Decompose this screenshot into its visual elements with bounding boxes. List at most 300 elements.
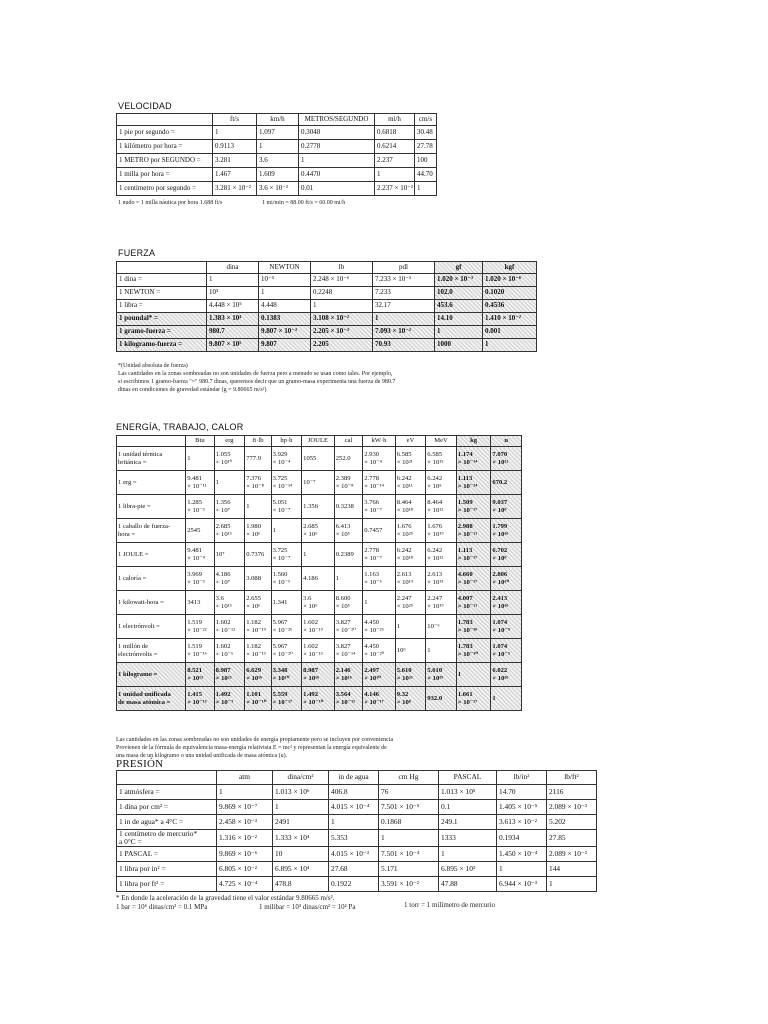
presion-cell: 1.405 × 10⁻⁵ [497, 800, 547, 815]
fuerza-note-4: dinas en condiciones de gravedad estándar (g = 9.80665 m/s²) [118, 387, 267, 393]
energia-row-label: 1 unidad unificada de masa atómica = [117, 687, 186, 711]
fuerza-cell: 1.410 × 10⁻² [483, 313, 537, 326]
fuerza-cell: 1000 [435, 339, 483, 352]
fuerza-cell: 1 [373, 313, 435, 326]
velocidad-cell: 3.281 × 10⁻² [213, 182, 257, 196]
energia-cell: 670.2 [491, 471, 522, 495]
energia-cell: 5.967 × 10⁻²⁶ [271, 615, 302, 639]
energia-cell: 1 [271, 519, 302, 543]
velocidad-cell: 1.097 [257, 126, 299, 140]
energia-row-label: 1 JOULE = [117, 543, 186, 567]
energia-cell: 1 [302, 543, 335, 567]
velocidad-cell: 44.70 [415, 168, 437, 182]
velocidad-row-label: 1 milla por hora = [117, 168, 213, 182]
energia-cell: 3.348 × 10¹⁰ [271, 663, 302, 687]
energia-header-cell: Btu [186, 436, 214, 447]
presion-cell: 406.8 [329, 785, 379, 800]
fuerza-header-cell: NEWTON [259, 262, 311, 274]
presion-cell: 1.316 × 10⁻² [217, 830, 273, 847]
presion-header-cell: dina/cm² [273, 771, 329, 785]
energia-note-1: Las cantidades en las zonas sombreadas no son unidades de energía propiamente pero se incluyen por conveniencia [116, 737, 394, 743]
presion-row [117, 785, 597, 800]
velocidad-row-label: 1 kilómetro por hora = [117, 140, 213, 154]
velocidad-cell: 27.78 [415, 140, 437, 154]
velocidad-note-right: 1 mi/min = 88.00 ft/s = 60.00 mi/h [262, 200, 346, 206]
fuerza-cell: 0.1020 [483, 287, 537, 300]
presion-cell: 5.353 [329, 830, 379, 847]
energia-cell: 1.799 × 10¹⁶ [491, 519, 522, 543]
fuerza-note-2: Las cantidades en la zonas sombreadas no son unidades de fuerza pero a menudo se usan como tales. Por ejemplo, [118, 371, 393, 377]
fuerza-cell: 4.448 × 10⁵ [207, 300, 259, 313]
energia-cell: 6.629 × 10¹⁶ [245, 663, 271, 687]
energia-row-label: 1 kilowatt-hora = [117, 591, 186, 615]
energia-cell: 1 [491, 687, 522, 711]
energia-cell: 2.685 × 10¹³ [214, 519, 245, 543]
energia-cell: 1.113 × 10⁻²⁴ [456, 471, 491, 495]
fuerza-cell: 7.233 [373, 287, 435, 300]
presion-cell: 2.089 × 10⁻³ [547, 800, 597, 815]
presion-header-cell: lb/in² [497, 771, 547, 785]
velocidad-header-cell [117, 114, 213, 126]
fuerza-row [117, 313, 537, 326]
energia-cell: 3413 [186, 591, 214, 615]
fuerza-cell: 2.205 × 10⁻³ [311, 326, 373, 339]
fuerza-cell: 2.248 × 10⁻⁶ [311, 274, 373, 287]
velocidad-cell: 3.6 [257, 154, 299, 168]
presion-table [116, 770, 597, 892]
velocidad-cell: 1 [415, 182, 437, 196]
energia-cell: 2.247 × 10²⁵ [395, 591, 426, 615]
velocidad-cell: 0.4470 [299, 168, 375, 182]
fuerza-note-1: *(Unidad absoluta de fuerza) [118, 363, 188, 369]
energia-row [117, 687, 522, 711]
energia-cell: 1.602 × 10⁻¹² [214, 615, 245, 639]
presion-cell: 7.501 × 10⁻⁵ [379, 800, 439, 815]
fuerza-cell: 14.10 [435, 313, 483, 326]
fuerza-header-cell: lb [311, 262, 373, 274]
velocidad-cell: 100 [415, 154, 437, 168]
fuerza-header-cell [117, 262, 207, 274]
energia-cell: 7.376 × 10⁻⁸ [245, 471, 271, 495]
energia-header-cell: JOULE [302, 436, 335, 447]
presion-row-label: 1 PASCAL = [117, 847, 217, 862]
energia-cell: 1.519 × 10⁻¹⁶ [186, 639, 214, 663]
energia-cell: 3.725 × 10⁻¹⁴ [271, 471, 302, 495]
energia-cell: 1.341 [271, 591, 302, 615]
energia-cell: 10⁷ [214, 543, 245, 567]
velocidad-cell: 0.3048 [299, 126, 375, 140]
fuerza-cell: 1 [311, 300, 373, 313]
energia-cell: 2.655 × 10⁶ [245, 591, 271, 615]
velocidad-row [117, 126, 437, 140]
energia-cell: 1.492 × 10⁻³ [214, 687, 245, 711]
energia-header-cell: MeV [426, 436, 457, 447]
presion-header-cell: atm [217, 771, 273, 785]
fuerza-table [116, 261, 537, 352]
energia-cell: 1 [214, 471, 245, 495]
energia-cell: 2.613 × 10¹³ [426, 567, 457, 591]
energia-cell: 9.481 × 10⁻⁴ [186, 543, 214, 567]
velocidad-cell: 1 [375, 168, 415, 182]
energia-cell: 6.585 × 10²¹ [395, 447, 426, 471]
energia-cell: 3.766 × 10⁻⁷ [363, 495, 396, 519]
energia-cell: 10⁻⁶ [426, 615, 457, 639]
fuerza-header-cell: gf [435, 262, 483, 274]
energia-cell: 4.007 × 10⁻¹¹ [456, 591, 491, 615]
fuerza-header-cell: dina [207, 262, 259, 274]
fuerza-row [117, 287, 537, 300]
fuerza-cell: 980.7 [207, 326, 259, 339]
energia-cell: 4.450 × 10⁻²⁰ [363, 639, 396, 663]
energia-cell: 4.186 × 10⁷ [214, 567, 245, 591]
velocidad-cell: 1 [257, 140, 299, 154]
fuerza-cell: 4.448 [259, 300, 311, 313]
energia-cell: 10⁶ [395, 639, 426, 663]
energia-header-cell: hp·h [271, 436, 302, 447]
energia-cell: 3.6 × 10⁶ [302, 591, 335, 615]
velocidad-note-left: 1 nudo = 1 milla náutica por hora 1.688 ft/s [118, 200, 223, 206]
fuerza-header-cell: kgf [483, 262, 537, 274]
energia-header-cell [117, 436, 186, 447]
energia-cell: 1 [363, 591, 396, 615]
presion-cell: 1 [439, 847, 497, 862]
fuerza-row [117, 326, 537, 339]
presion-cell: 6.805 × 10⁻² [217, 862, 273, 877]
velocidad-header-cell: cm/s [415, 114, 437, 126]
velocidad-cell: 30.48 [415, 126, 437, 140]
energia-cell: 2.930 × 10⁻⁴ [363, 447, 396, 471]
presion-row [117, 877, 597, 892]
energia-cell: 1.602 × 10⁻⁶ [214, 639, 245, 663]
energia-cell: 1055 [302, 447, 335, 471]
fuerza-row-label: 1 dina = [117, 274, 207, 287]
energia-cell: 8.987 × 10¹⁶ [302, 663, 335, 687]
energia-cell: 252.0 [334, 447, 362, 471]
presion-cell: 1 [547, 877, 597, 892]
velocidad-row [117, 140, 437, 154]
fuerza-note-3: si escribimos 1 gramo-fuerza "=" 980.7 dinas, queremos decir que un gramo-masa experimenta una fuerza de 980.7 [118, 379, 396, 385]
fuerza-cell: 102.0 [435, 287, 483, 300]
velocidad-cell: 0.6818 [375, 126, 415, 140]
presion-note-2c: 1 torr = 1 milímetro de mercurio [404, 901, 496, 909]
energia-header-row [117, 436, 522, 447]
velocidad-header-row [117, 114, 437, 126]
presion-note-2a: 1 bar = 10⁶ dinas/cm² = 0.1 MPa [116, 903, 208, 911]
energia-header-cell: kW·h [363, 436, 396, 447]
energia-row [117, 639, 522, 663]
energia-cell: 0.2389 [334, 543, 362, 567]
velocidad-cell: 2.237 [375, 154, 415, 168]
velocidad-cell: 0.6214 [375, 140, 415, 154]
energia-cell: 1.783 × 10⁻³⁶ [456, 615, 491, 639]
presion-row [117, 847, 597, 862]
velocidad-row [117, 154, 437, 168]
velocidad-row-label: 1 METRO por SEGUNDO = [117, 154, 213, 168]
fuerza-row-label: 1 NEWTON = [117, 287, 207, 300]
fuerza-cell: 1.383 × 10⁴ [207, 313, 259, 326]
energia-cell: 9.481 × 10⁻¹¹ [186, 471, 214, 495]
energia-cell: 1.113 × 10⁻¹⁷ [456, 543, 491, 567]
energia-note-3: una masa de un kilogramo o una unidad unificada de masa atómica (u). [116, 753, 288, 759]
velocidad-cell: 1.467 [213, 168, 257, 182]
velocidad-table [116, 113, 437, 196]
energia-note-2: Provienen de la fórmula de equivalencia masa-energía relativista E = mc² y representan la energía equivalente de [116, 745, 387, 751]
energia-cell: 2.146 × 10¹⁶ [334, 663, 362, 687]
velocidad-row [117, 182, 437, 196]
presion-cell: 2.458 × 10⁻³ [217, 815, 273, 830]
energia-cell: 9.037 × 10⁹ [491, 495, 522, 519]
presion-cell: 4.015 × 10⁻⁴ [329, 800, 379, 815]
energia-cell: 1.602 × 10⁻¹⁹ [302, 615, 335, 639]
energia-cell: 1 [395, 615, 426, 639]
fuerza-cell: 0.4536 [483, 300, 537, 313]
fuerza-row [117, 339, 537, 352]
velocidad-cell: 2.237 × 10⁻² [375, 182, 415, 196]
fuerza-row-label: 1 gramo-fuerza = [117, 326, 207, 339]
energia-header-cell: kg [456, 436, 491, 447]
velocidad-header-cell: mi/h [375, 114, 415, 126]
energia-cell: 6.413 × 10⁵ [334, 519, 362, 543]
presion-cell: 76 [379, 785, 439, 800]
presion-cell: 9.869 × 10⁻⁷ [217, 800, 273, 815]
presion-note-2b: 1 milibar = 10³ dinas/cm² = 10² Pa [259, 903, 356, 911]
presion-cell: 478.8 [273, 877, 329, 892]
energia-cell: 777.9 [245, 447, 271, 471]
energia-cell: 5.610 × 10³⁵ [395, 663, 426, 687]
presion-row-label: 1 dina por cm² = [117, 800, 217, 815]
presion-cell: 1 [379, 830, 439, 847]
energia-row [117, 567, 522, 591]
energia-cell: 1.783 × 10⁻³⁰ [456, 639, 491, 663]
energia-cell: 8.464 × 10¹⁸ [395, 495, 426, 519]
velocidad-cell: 1 [299, 154, 375, 168]
energia-cell: 3.969 × 10⁻³ [186, 567, 214, 591]
presion-cell: 47.88 [439, 877, 497, 892]
energia-cell: 3.564 × 10⁻¹¹ [334, 687, 362, 711]
fuerza-cell: 0.2248 [311, 287, 373, 300]
energia-row-label: 1 libra-pie = [117, 495, 186, 519]
velocidad-title: VELOCIDAD [118, 101, 172, 111]
energia-cell: 1.560 × 10⁻⁶ [271, 567, 302, 591]
energia-cell: 2545 [186, 519, 214, 543]
energia-cell: 1.074 × 10⁻⁹ [491, 615, 522, 639]
presion-cell: 0.1 [439, 800, 497, 815]
energia-cell: 0.3238 [334, 495, 362, 519]
fuerza-cell: 7.093 × 10⁻² [373, 326, 435, 339]
energia-cell: 1.285 × 10⁻³ [186, 495, 214, 519]
fuerza-cell: 1.020 × 10⁻⁶ [483, 274, 537, 287]
energia-cell: 2.988 × 10⁻¹¹ [456, 519, 491, 543]
fuerza-cell: 32.17 [373, 300, 435, 313]
presion-header-cell: cm Hg [379, 771, 439, 785]
fuerza-cell: 1 [207, 274, 259, 287]
energia-cell: 0.7457 [363, 519, 396, 543]
energia-row-label: 1 erg = [117, 471, 186, 495]
energia-cell: 6.022 × 10²⁶ [491, 663, 522, 687]
presion-cell: 1.450 × 10⁻⁴ [497, 847, 547, 862]
energia-header-cell: ft·lb [245, 436, 271, 447]
energia-cell: 1 [186, 447, 214, 471]
energia-cell: 6.242 × 10¹¹ [395, 471, 426, 495]
presion-note-1: * En donde la aceleración de la gravedad tiene el valor estándar 9.80665 m/s². [116, 894, 335, 902]
presion-cell: 1.013 × 10⁵ [439, 785, 497, 800]
fuerza-cell: 453.6 [435, 300, 483, 313]
fuerza-cell: 2.205 [311, 339, 373, 352]
energia-cell: 2.613 × 10¹⁹ [395, 567, 426, 591]
energia-cell: 5.559 × 10⁻¹⁷ [271, 687, 302, 711]
energia-cell: 1.182 × 10⁻¹⁹ [245, 615, 271, 639]
presion-header-cell: PASCAL [439, 771, 497, 785]
energia-cell: 1.163 × 10⁻⁶ [363, 567, 396, 591]
presion-row [117, 800, 597, 815]
velocidad-cell: 1.609 [257, 168, 299, 182]
energia-cell: 1.415 × 10⁻¹³ [186, 687, 214, 711]
energia-cell: 4.660 × 10⁻¹⁷ [456, 567, 491, 591]
energia-cell: 1.602 × 10⁻¹³ [302, 639, 335, 663]
energia-cell: 2.778 × 10⁻⁷ [363, 543, 396, 567]
presion-cell: 0.1922 [329, 877, 379, 892]
presion-cell: 3.591 × 10⁻² [379, 877, 439, 892]
fuerza-cell: 0.1383 [259, 313, 311, 326]
energia-cell: 2.806 × 10¹⁰ [491, 567, 522, 591]
fuerza-cell: 9.807 × 10⁻³ [259, 326, 311, 339]
energia-cell: 5.051 × 10⁻⁷ [271, 495, 302, 519]
presion-row [117, 862, 597, 877]
presion-cell: 0.1934 [497, 830, 547, 847]
velocidad-cell: 0.01 [299, 182, 375, 196]
fuerza-cell: 7.233 × 10⁻⁵ [373, 274, 435, 287]
energia-cell: 2.389 × 10⁻⁸ [334, 471, 362, 495]
presion-cell: 1 [217, 785, 273, 800]
fuerza-row [117, 300, 537, 313]
energia-cell: 5.967 × 10⁻²⁰ [271, 639, 302, 663]
energia-cell: 3.725 × 10⁻⁷ [271, 543, 302, 567]
presion-row-label: 1 libra por ft² = [117, 877, 217, 892]
energia-row-label: 1 millón de electrónvolts = [117, 639, 186, 663]
energia-cell: 0.7376 [245, 543, 271, 567]
presion-cell: 27.68 [329, 862, 379, 877]
energia-cell: 1.676 × 10²⁵ [395, 519, 426, 543]
energia-header-cell: eV [395, 436, 426, 447]
presion-cell: 1 [273, 800, 329, 815]
presion-header-row [117, 771, 597, 785]
energia-cell: 6.242 × 10¹⁸ [395, 543, 426, 567]
energia-cell: 8.521 × 10¹³ [186, 663, 214, 687]
presion-cell: 5.202 [547, 815, 597, 830]
energia-row-label: 1 caballo de fuerza- hora = [117, 519, 186, 543]
energia-cell: 3.088 [245, 567, 271, 591]
presion-cell: 144 [547, 862, 597, 877]
energia-cell: 4.450 × 10⁻²⁶ [363, 615, 396, 639]
energia-cell: 1.676 × 10¹⁹ [426, 519, 457, 543]
energia-cell: 1.356 × 10⁷ [214, 495, 245, 519]
velocidad-header-cell: km/h [257, 114, 299, 126]
energia-header-cell: cal [334, 436, 362, 447]
energia-row-label: 1 kilogramo = [117, 663, 186, 687]
fuerza-cell: 10⁻⁵ [259, 274, 311, 287]
presion-cell: 3.613 × 10⁻² [497, 815, 547, 830]
energia-cell: 1.492 × 10⁻¹⁰ [302, 687, 335, 711]
energia-cell: 2.497 × 10¹⁰ [363, 663, 396, 687]
presion-cell: 2491 [273, 815, 329, 830]
energia-row [117, 495, 522, 519]
energia-cell: 1.174 × 10⁻¹⁴ [456, 447, 491, 471]
presion-header-cell: in de agua [329, 771, 379, 785]
energia-cell: 2.685 × 10⁶ [302, 519, 335, 543]
energia-cell: 1.661 × 10⁻²⁷ [456, 687, 491, 711]
energia-cell: 1.509 × 10⁻¹⁷ [456, 495, 491, 519]
energia-cell: 6.702 × 10⁹ [491, 543, 522, 567]
velocidad-row-label: 1 centímetro por segundo = [117, 182, 213, 196]
energia-cell: 8.464 × 10¹² [426, 495, 457, 519]
fuerza-cell: 9.807 × 10⁵ [207, 339, 259, 352]
presion-cell: 27.85 [547, 830, 597, 847]
energia-cell: 932.0 [426, 687, 457, 711]
energia-cell: 1 [456, 663, 491, 687]
presion-cell: 9.869 × 10⁻⁶ [217, 847, 273, 862]
presion-cell: 4.015 × 10⁻³ [329, 847, 379, 862]
presion-cell: 1.333 × 10⁴ [273, 830, 329, 847]
energia-cell: 4.186 [302, 567, 335, 591]
fuerza-cell: 3.108 × 10⁻² [311, 313, 373, 326]
fuerza-header-cell: pdl [373, 262, 435, 274]
presion-cell: 2.089 × 10⁻² [547, 847, 597, 862]
energia-header-cell: u [491, 436, 522, 447]
energia-cell: 1 [245, 495, 271, 519]
fuerza-cell: 1 [435, 326, 483, 339]
energia-cell: 10⁻⁷ [302, 471, 335, 495]
energia-cell: 1.519 × 10⁻²² [186, 615, 214, 639]
presion-cell: 2116 [547, 785, 597, 800]
fuerza-row-label: 1 kilogramo-fuerza = [117, 339, 207, 352]
fuerza-row [117, 274, 537, 287]
velocidad-cell: 3.281 [213, 154, 257, 168]
presion-cell: 1.013 × 10⁶ [273, 785, 329, 800]
presion-cell: 0.1868 [379, 815, 439, 830]
fuerza-cell: 0.001 [483, 326, 537, 339]
velocidad-cell: 0.9113 [213, 140, 257, 154]
energia-cell: 6.242 × 10⁵ [426, 471, 457, 495]
presion-cell: 7.501 × 10⁻⁴ [379, 847, 439, 862]
presion-cell: 4.725 × 10⁻⁴ [217, 877, 273, 892]
energia-row [117, 447, 522, 471]
energia-row-label: 1 unidad térmica británica = [117, 447, 186, 471]
fuerza-cell: 1 [483, 339, 537, 352]
presion-header-cell: lb/ft² [547, 771, 597, 785]
energia-cell: 8.600 × 10⁵ [334, 591, 362, 615]
energia-cell: 3.929 × 10⁻⁴ [271, 447, 302, 471]
presion-cell: 6.895 × 10⁴ [273, 862, 329, 877]
energia-row [117, 663, 522, 687]
energia-cell: 8.987 × 10²³ [214, 663, 245, 687]
presion-cell: 14.70 [497, 785, 547, 800]
energia-cell: 1.182 × 10⁻¹³ [245, 639, 271, 663]
energia-table [116, 435, 522, 711]
energia-cell: 1.055 × 10¹⁰ [214, 447, 245, 471]
energia-cell: 1.980 × 10⁶ [245, 519, 271, 543]
fuerza-row-label: 1 poundal* = [117, 313, 207, 326]
energia-row [117, 615, 522, 639]
presion-row [117, 830, 597, 847]
presion-header-cell [117, 771, 217, 785]
presion-row-label: 1 atmósfera = [117, 785, 217, 800]
velocidad-cell: 0.2778 [299, 140, 375, 154]
energia-row-label: 1 electrónvolt = [117, 615, 186, 639]
presion-cell: 1 [329, 815, 379, 830]
velocidad-row-label: 1 pie por segundo = [117, 126, 213, 140]
fuerza-row-label: 1 libra = [117, 300, 207, 313]
fuerza-cell: 10⁵ [207, 287, 259, 300]
